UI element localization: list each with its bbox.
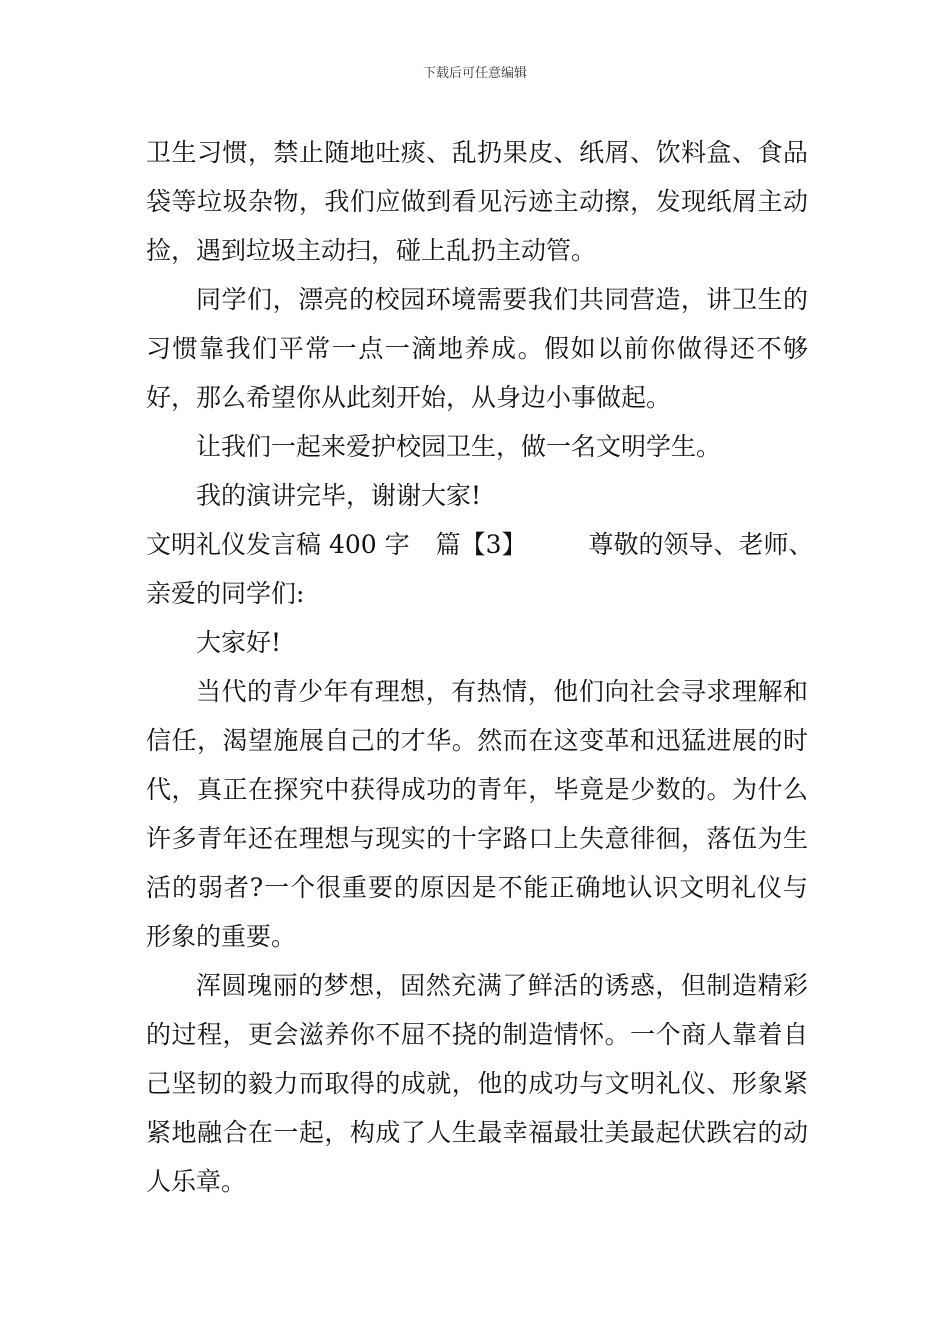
paragraph-call-to-action: 让我们一起来爱护校园卫生，做一名文明学生。	[196, 432, 722, 461]
paragraph-dream: 浑圆瑰丽的梦想，固然充满了鲜活的诱惑，但制造精彩的过程，更会滋养你不屈不挠的制造情怀。一个商人靠着自己坚韧的毅力而取得的成就，他的成功与文明礼仪、形象紧紧地融合在一起，构成了人生最幸福最壮美最起伏跌宕的动人乐章。	[146, 971, 808, 1196]
paragraph-classmates: 同学们，漂亮的校园环境需要我们共同营造，讲卫生的习惯靠我们平常一点一滴地养成。假如以前你做得还不够好，那么希望你从此刻开始，从身边小事做起。	[146, 285, 808, 412]
header-note: 下载后可任意编辑	[422, 66, 527, 81]
document-body	[146, 128, 814, 1206]
salutation-line-2: 亲爱的同学们:	[146, 579, 305, 608]
paragraph-youth: 当代的青少年有理想，有热情，他们向社会寻求理解和信任，渴望施展自己的才华。然而在这变革和迅猛进展的时代，真正在探究中获得成功的青年，毕竟是少数的。为什么许多青年还在理想与现实的十字路口上失意徘徊，落伍为生活的弱者?一个很重要的原因是不能正确地认识文明礼仪与形象的重要。	[146, 677, 808, 951]
section-label: 篇【3】	[435, 530, 527, 559]
salutation-line-1: 尊敬的领导、老师、	[588, 530, 814, 559]
speech-heading	[146, 520, 814, 569]
paragraph-continued: 卫生习惯，禁止随地吐痰、乱扔果皮、纸屑、饮料盒、食品袋等垃圾杂物，我们应做到看见污迹主动擦，发现纸屑主动捡，遇到垃圾主动扫，碰上乱扔主动管。	[146, 138, 808, 265]
paragraph-greeting: 大家好!	[196, 628, 282, 657]
speech-title: 文明礼仪发言稿 400 字	[146, 530, 410, 559]
paragraph-closing: 我的演讲完毕，谢谢大家!	[196, 481, 482, 510]
